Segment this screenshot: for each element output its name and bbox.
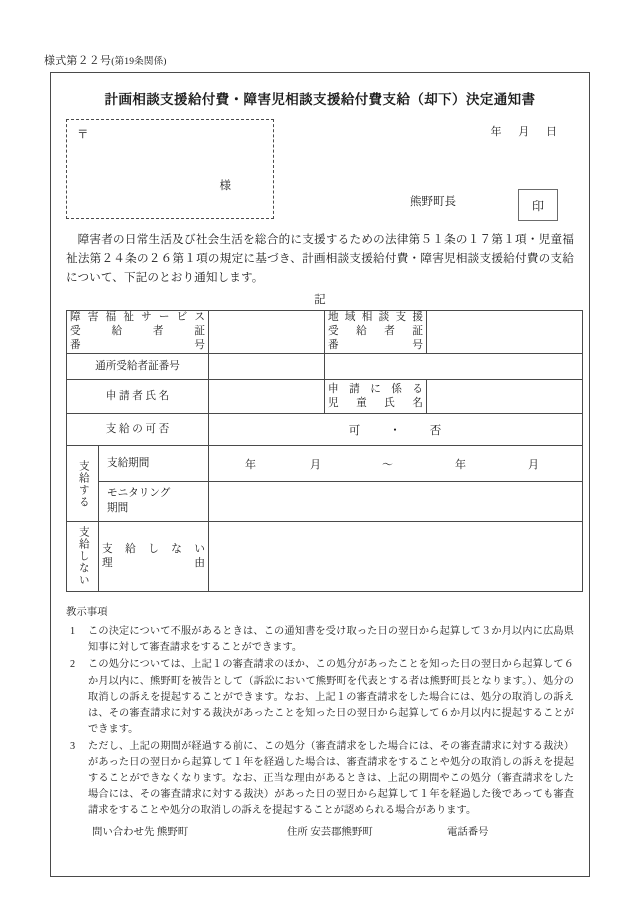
ki-heading: 記	[314, 294, 326, 307]
table-row-monitoring	[67, 482, 583, 522]
contact-inquiry: 問い合わせ先 熊野町	[92, 826, 189, 838]
form-number	[44, 52, 167, 68]
date-line[interactable]: 年 月 日	[490, 126, 564, 138]
decision-options[interactable]	[209, 414, 583, 446]
form-number-reference: (第19条関係)	[111, 57, 167, 67]
table-row-nopay	[67, 522, 583, 592]
recipient-honorific: 様	[219, 180, 231, 192]
cert-left-label-line1: 障害福祉サービス	[70, 312, 205, 324]
issuer-title: 熊野町長	[410, 196, 456, 208]
child-label-line1: 申 請 に 係 る	[328, 383, 423, 395]
monitoring-label-line2: 期間	[107, 502, 129, 514]
seal-box: 印	[518, 189, 558, 221]
applicant-name-input[interactable]	[209, 380, 325, 414]
form-number-main: 様式第２２号	[44, 55, 112, 67]
instruction-number: 2	[70, 659, 76, 671]
decision-option-deny[interactable]: 否	[429, 424, 443, 437]
monitoring-label	[99, 482, 209, 522]
cert-right-input[interactable]	[427, 311, 583, 354]
page-title: 計画相談支援給付費・障害児相談支援給付費支給（却下）決定通知書	[104, 92, 536, 107]
child-label	[325, 380, 427, 414]
instruction-text: ただし、上記の期間が経過する前に、この処分（審査請求をした場合には、その審査請求に対する裁決）があった日の翌日から起算して１年を経過した場合は、審査請求をすることや処分の取消しの訴えを提起することができなくなります。なお、正当な理由があるときは、上記の期間やこの処分（審査請求をした場合には、その審査請求に対する裁決）があった日の翌日から起算して１年を経過した後であっても審査請求をすることや処分の取消しの訴えを提起することが認められる場合があります。	[88, 740, 574, 817]
child-label-line2: 児 童 氏 名	[328, 397, 423, 409]
instruction-number: 1	[70, 626, 76, 638]
document-frame	[50, 72, 590, 877]
table-row-cert-numbers	[67, 311, 583, 354]
contact-footer	[92, 825, 570, 841]
cert-right-label-line1: 地 域 相 談 支 援	[328, 312, 423, 324]
pay-vertical-label-cell	[67, 446, 99, 522]
nopay-reason-label-line2: 理 由	[102, 557, 205, 569]
instructions-section	[66, 605, 574, 841]
contact-address: 住所 安芸郡熊野町	[287, 826, 373, 838]
period-start-year: 年	[245, 458, 256, 471]
instruction-item	[66, 624, 574, 656]
child-name-input[interactable]	[427, 380, 583, 414]
header-zone	[62, 119, 578, 227]
period-label: 支給期間	[99, 446, 209, 482]
daycare-blank	[325, 354, 583, 380]
applicant-label: 申 請 者 氏 名	[67, 380, 209, 414]
contact-phone: 電話番号	[447, 826, 489, 838]
cert-left-input[interactable]	[209, 311, 325, 354]
postal-code-icon: 〒	[77, 129, 89, 141]
period-tilde: ～	[382, 458, 393, 471]
pay-vertical-label: 支給する	[77, 459, 89, 508]
instruction-item	[66, 739, 574, 820]
nopay-reason-label-line1: 支 給 し な い	[102, 543, 205, 555]
decision-option-approve[interactable]: 可	[348, 424, 362, 437]
decision-option-separator: ・	[389, 424, 402, 437]
cert-left-label-line3: 番 号	[70, 340, 205, 352]
nopay-reason-input[interactable]	[209, 522, 583, 592]
table-row-applicant	[67, 380, 583, 414]
instruction-item	[66, 657, 574, 738]
cert-left-label	[67, 311, 209, 354]
nopay-reason-label	[99, 522, 209, 592]
table-row-decision	[67, 414, 583, 446]
nopay-vertical-label-cell	[67, 522, 99, 592]
period-end-month: 月	[528, 458, 539, 471]
table-row-period	[67, 446, 583, 482]
cert-right-label-line2: 受 給 者 証	[328, 326, 423, 338]
daycare-label: 通所受給者証番号	[67, 354, 209, 380]
daycare-input[interactable]	[209, 354, 325, 380]
body-paragraph: 障害者の日常生活及び社会生活を総合的に支援するための法律第５１条の１７第１項・児童福祉法第２４条の２６第１項の規定に基づき、計画相談支援給付費・障害児相談支援給付費の支給について、下記のとおり通知します。	[66, 233, 574, 284]
instruction-text: この処分については、上記１の審査請求のほか、この処分があったことを知った日の翌日から起算して６か月以内に、熊野町を被告として（訴訟において熊野町を代表とする者は熊野町長となります。）、処分の取消しの訴えを提起することができます。なお、上記１の審査請求をした場合には、処分の取消しの訴えは、その審査請求に対する裁決があったことを知った日の翌日から起算して６か月以内に提起することができます。	[88, 659, 574, 735]
instruction-number: 3	[70, 740, 76, 752]
cert-right-label-line3: 番 号	[328, 340, 423, 352]
decision-label: 支 給 の 可 否	[67, 414, 209, 446]
period-end-year: 年	[455, 458, 466, 471]
period-input[interactable]	[209, 446, 583, 482]
monitoring-input[interactable]	[209, 482, 583, 522]
monitoring-label-line1: モニタリング	[107, 488, 171, 500]
instructions-title: 教示事項	[66, 606, 108, 618]
period-start-month: 月	[310, 458, 321, 471]
table-row-daycare	[67, 354, 583, 380]
recipient-address-box[interactable]	[66, 119, 274, 219]
main-table	[66, 310, 583, 591]
cert-right-label	[325, 311, 427, 354]
instruction-text: この決定について不服があるときは、この通知書を受け取った日の翌日から起算して３か月以内に広島県知事に対して審査請求をすることができます。	[88, 626, 574, 654]
cert-left-label-line2: 受 給 者 証	[70, 326, 205, 338]
nopay-vertical-label: 支給しない	[77, 526, 89, 587]
